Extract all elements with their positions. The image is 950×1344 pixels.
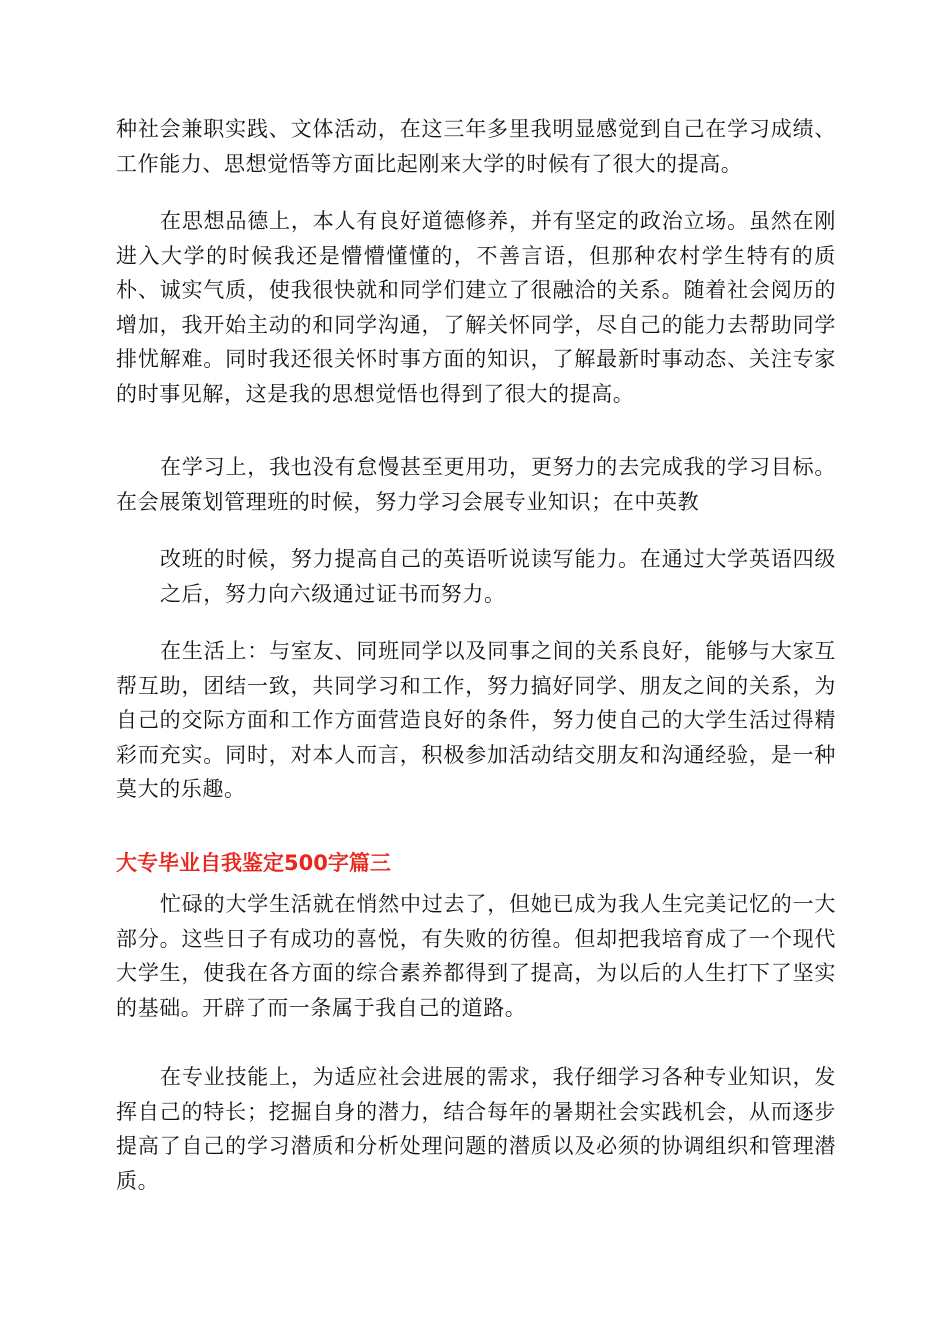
paragraph-study: 在学习上，我也没有怠慢甚至更用功，更努力的去完成我的学习目标。在会展策划管理班的时候，努力学习会展专业知识；在中英教 xyxy=(116,455,836,514)
paragraph-continuation: 种社会兼职实践、文体活动，在这三年多里我明显感觉到自己在学习成绩、工作能力、思想觉悟等方面比起刚来大学的时候有了很大的提高。 xyxy=(116,117,836,176)
paragraph-college-life: 忙碌的大学生活就在悄然中过去了，但她已成为我人生完美记忆的一大部分。这些日子有成功的喜悦，有失败的彷徨。但却把我培育成了一个现代大学生，使我在各方面的综合素养都得到了提高，为以后的人生打下了坚实的基础。开辟了而一条属于我自己的道路。 xyxy=(116,892,836,1020)
paragraph-english-class: 改班的时候，努力提高自己的英语听说读写能力。在通过大学英语四级之后，努力向六级通过证书而努力。 xyxy=(160,547,836,606)
paragraph-life: 在生活上：与室友、同班同学以及同事之间的关系良好，能够与大家互帮互助，团结一致，共同学习和工作，努力搞好同学、朋友之间的关系，为自己的交际方面和工作方面营造良好的条件，努力使自己的大学生活过得精彩而充实。同时，对本人而言，积极参加活动结交朋友和沟通经验，是一种莫大的乐趣。 xyxy=(116,639,836,801)
section-heading: 大专毕业自我鉴定500字篇三 xyxy=(116,851,391,875)
paragraph-professional-skills: 在专业技能上，为适应社会进展的需求，我仔细学习各种专业知识，发挥自己的特长；挖掘自身的潜力，结合每年的暑期社会实践机会，从而逐步提高了自己的学习潜质和分析处理问题的潜质以及必须的协调组织和管理潜质。 xyxy=(116,1065,836,1193)
paragraph-moral-character: 在思想品德上，本人有良好道德修养，并有坚定的政治立场。虽然在刚进入大学的时候我还是懵懵懂懂的，不善言语，但那种农村学生特有的质朴、诚实气质，使我很快就和同学们建立了很融洽的关系。随着社会阅历的增加，我开始主动的和同学沟通，了解关怀同学，尽自己的能力去帮助同学排忧解难。同时我还很关怀时事方面的知识，了解最新时事动态、关注专家的时事见解，这是我的思想觉悟也得到了很大的提高。 xyxy=(116,209,836,406)
